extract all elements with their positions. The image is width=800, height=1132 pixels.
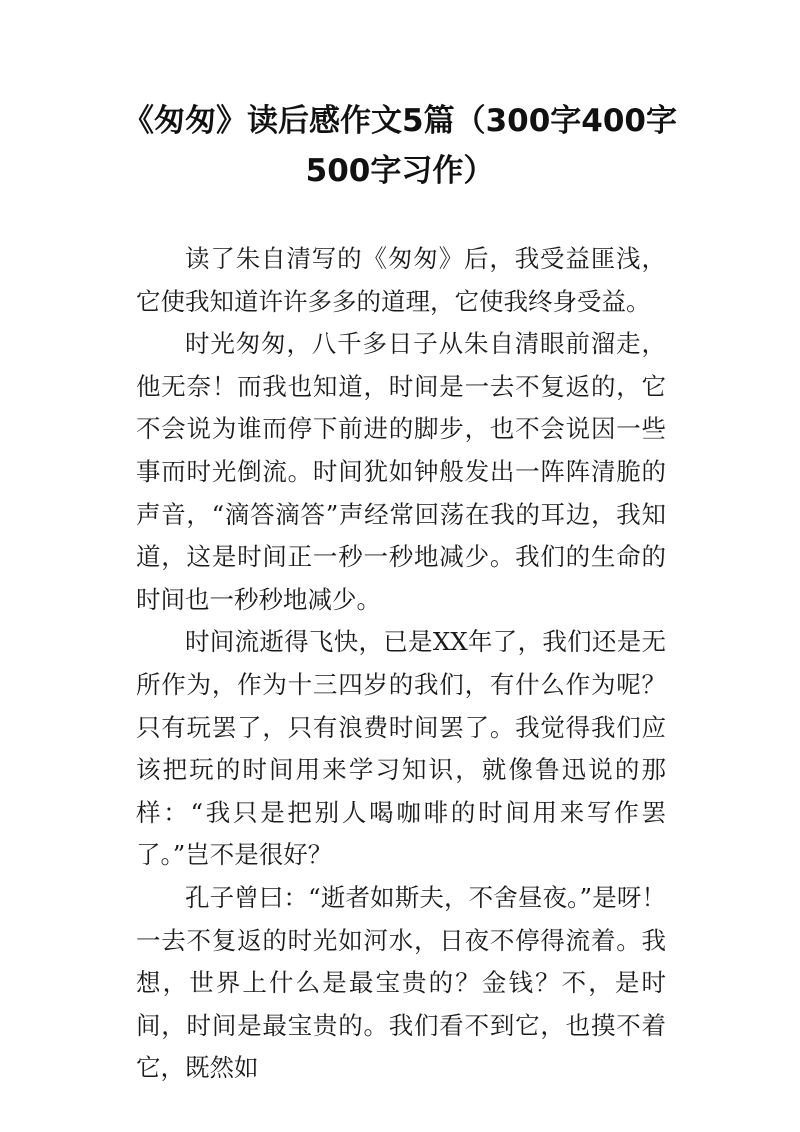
document-title: 《匆匆》读后感作文5篇（300字400字500字习作） [123,103,677,189]
paragraph-3: 时间流逝得飞快，已是XX年了，我们还是无所作为，作为十三四岁的我们，有什么作为呢？只有玩罢了，只有浪费时间罢了。我觉得我们应该把玩的时间用来学习知识，就像鲁迅说的那样：“我只是把别人喝咖啡的时间用来写作罢了。”岂不是很好？ [136,627,666,870]
paragraph-1: 读了朱自清写的《匆匆》后，我受益匪浅，它使我知道许许多多的道理，它使我终身受益。 [136,244,666,316]
paragraph-4: 孔子曾曰：“逝者如斯夫，不舍昼夜。”是呀！一去不复返的时光如河水，日夜不停得流着。我想，世界上什么是最宝贵的？金钱？不，是时间，时间是最宝贵的。我们看不到它，也摸不着它，既然如 [136,882,666,1083]
document-body [136,238,666,1090]
paragraph-2: 时光匆匆，八千多日子从朱自清眼前溜走，他无奈！而我也知道，时间是一去不复返的，它不会说为谁而停下前进的脚步，也不会说因一些事而时光倒流。时间犹如钟般发出一阵阵清脆的声音，“滴答滴答”声经常回荡在我的耳边，我知道，这是时间正一秒一秒地减少。我们的生命的时间也一秒秒地减少。 [136,329,666,614]
